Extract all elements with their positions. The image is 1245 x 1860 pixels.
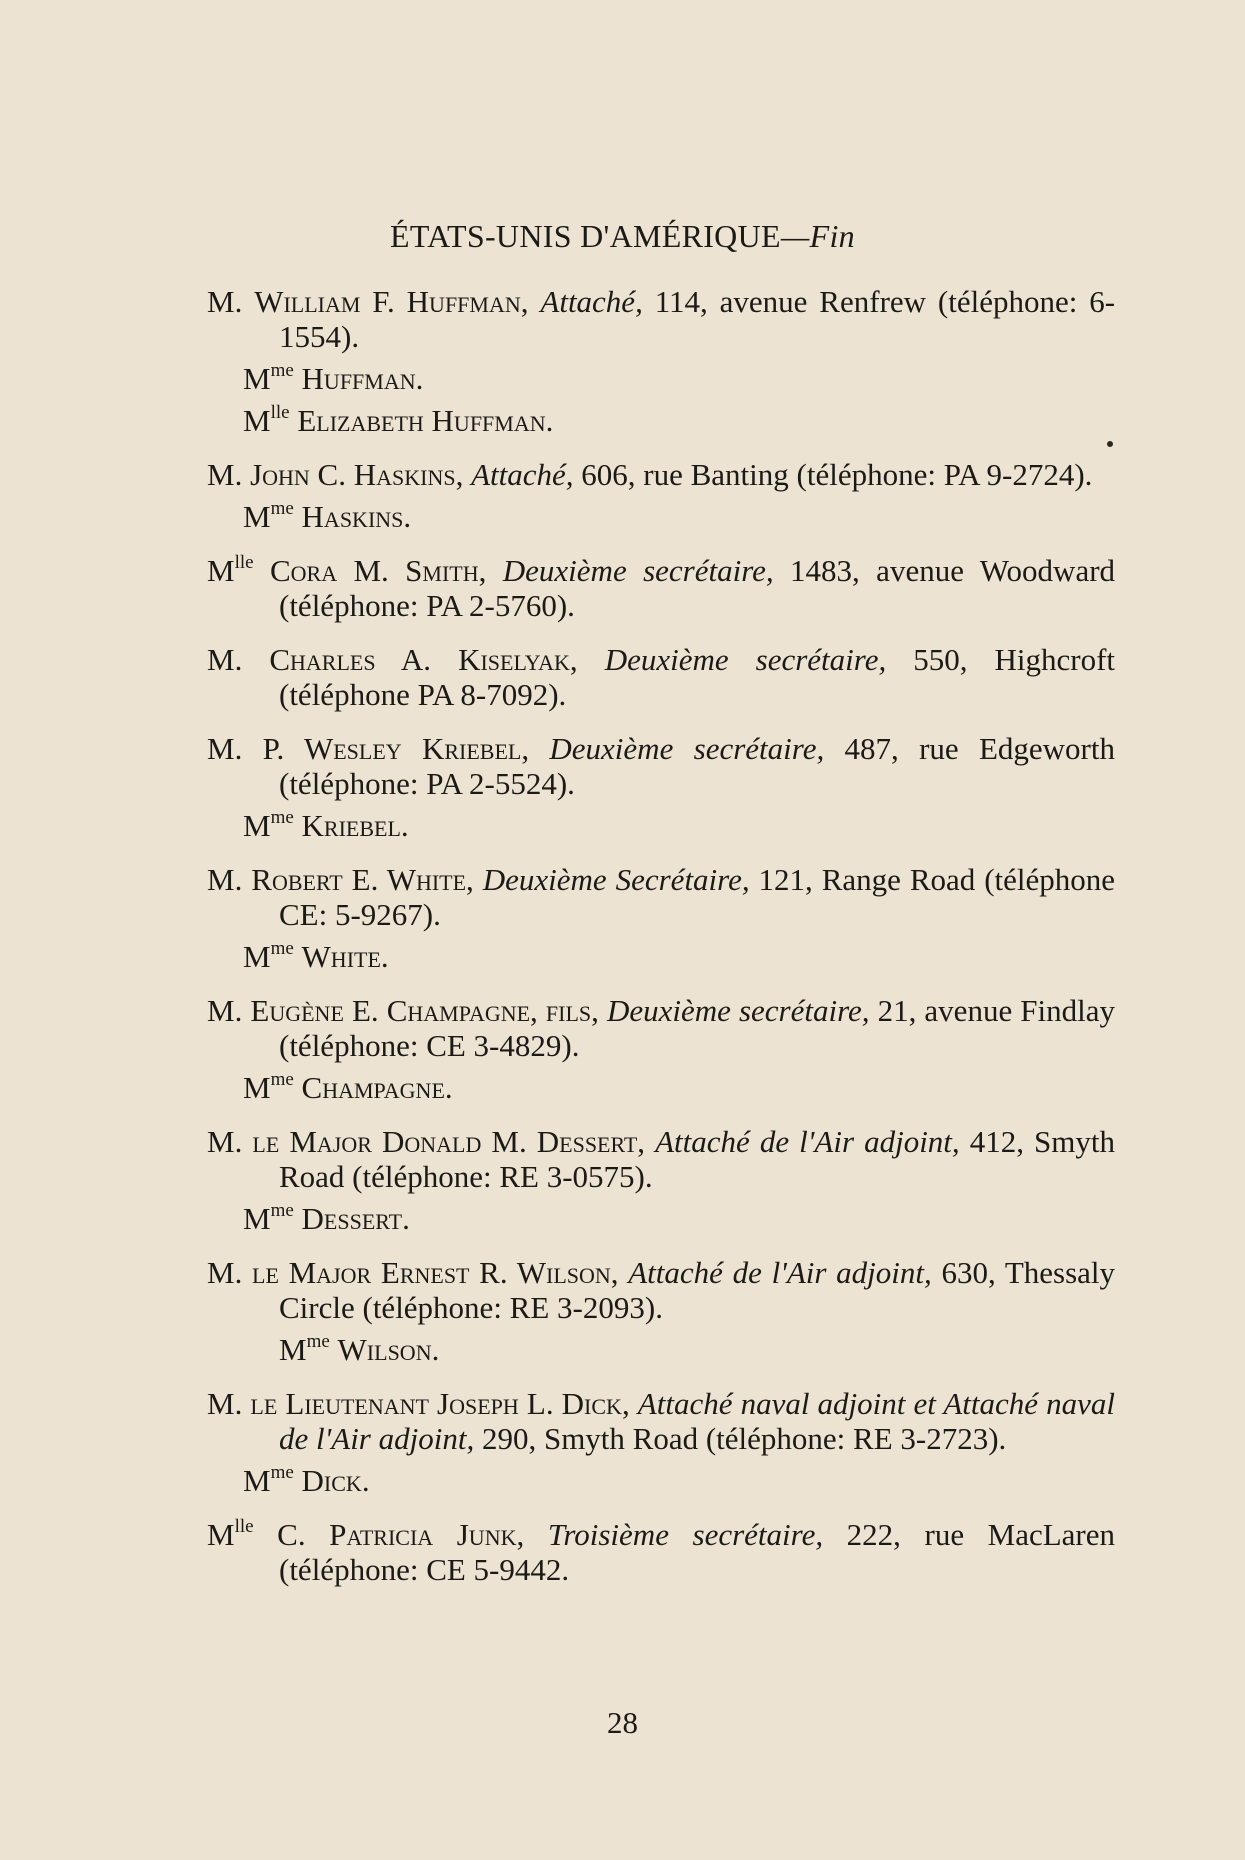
- entry-prefix: M.: [207, 1124, 243, 1159]
- address-phone: 21, avenue Findlay (téléphone: CE 3-4829).: [279, 993, 1115, 1063]
- spouse-title-sup: me: [270, 360, 294, 381]
- spouse-entry: [207, 1463, 1115, 1498]
- diplomatic-title: Deuxième secrétaire,: [606, 993, 870, 1028]
- address-phone: 630, Thessaly Circle (téléphone: RE 3-2093).: [279, 1255, 1116, 1325]
- spouse-title: M: [279, 1332, 307, 1367]
- address-phone: 114, avenue Renfrew (téléphone: 6-1554).: [279, 284, 1116, 354]
- diplomatic-title: Deuxième Secrétaire,: [482, 862, 750, 897]
- spouse-name: White.: [301, 939, 389, 974]
- directory-entry: [207, 1255, 1115, 1325]
- spouse-name: Wilson.: [337, 1332, 440, 1367]
- entry-prefix: M: [207, 553, 235, 588]
- directory-entry: [207, 642, 1115, 712]
- title-suffix: —Fin: [780, 218, 855, 254]
- spouse-title-sup: me: [270, 1462, 294, 1483]
- spouse-entry: [207, 939, 1115, 974]
- address-phone: 550, Highcroft (téléphone PA 8-7092).: [279, 642, 1116, 712]
- spouse-title-sup: me: [270, 938, 294, 959]
- spouse-title-sup: me: [270, 498, 294, 519]
- address-phone: 487, rue Edgeworth (téléphone: PA 2-5524).: [279, 731, 1115, 801]
- spouse-name: Kriebel.: [301, 808, 409, 843]
- diplomatic-title: Attaché de l'Air adjoint,: [628, 1255, 932, 1290]
- person-name: P. Wesley Kriebel,: [262, 731, 530, 766]
- spouse-title: M: [243, 499, 271, 534]
- person-name: Cora M. Smith,: [269, 553, 487, 588]
- spouse-title: M: [243, 808, 271, 843]
- address-phone: 222, rue MacLaren (téléphone: CE 5-9442.: [279, 1517, 1116, 1587]
- person-name: Eugène E. Champagne, fils,: [250, 993, 599, 1028]
- directory-entry: [207, 731, 1115, 801]
- diplomatic-title: Deuxième secrétaire,: [502, 553, 774, 588]
- address-phone: 121, Range Road (téléphone CE: 5-9267).: [279, 862, 1116, 932]
- entry-prefix: M: [207, 1517, 235, 1552]
- directory-entry: [207, 284, 1115, 354]
- address-phone: 412, Smyth Road (téléphone: RE 3-0575).: [279, 1124, 1116, 1194]
- spouse-title-sup: me: [270, 1200, 294, 1221]
- directory-entry: [207, 457, 1115, 492]
- spouse-title-sup: me: [306, 1331, 330, 1352]
- spouse-name: Elizabeth Huffman.: [297, 403, 554, 438]
- person-name: William F. Huffman,: [254, 284, 529, 319]
- spouse-name: Dick.: [301, 1463, 370, 1498]
- directory-entry: [207, 862, 1115, 932]
- diplomatic-title: Attaché de l'Air adjoint,: [655, 1124, 960, 1159]
- spouse-title-sup: me: [270, 807, 294, 828]
- person-name: le Lieutenant Joseph L. Dick,: [250, 1386, 630, 1421]
- directory-entry: [207, 1517, 1115, 1587]
- diplomatic-title: Deuxième secrétaire,: [604, 642, 887, 677]
- diplomatic-title: Attaché,: [540, 284, 643, 319]
- title-text: ÉTATS-UNIS D'AMÉRIQUE: [390, 218, 781, 254]
- entry-prefix: M.: [207, 1386, 243, 1421]
- entry-prefix: M.: [207, 862, 243, 897]
- spouse-entry: [207, 499, 1115, 534]
- diplomatic-title: Attaché,: [471, 457, 574, 492]
- page-number: 28: [607, 1705, 638, 1740]
- spouse-entry: [207, 1201, 1115, 1236]
- diplomatic-title: Troisième secrétaire,: [547, 1517, 824, 1552]
- person-name: Charles A. Kiselyak,: [269, 642, 578, 677]
- entry-prefix-sup: lle: [234, 552, 254, 573]
- directory-entry: [207, 1386, 1115, 1456]
- address-phone: 290, Smyth Road (téléphone: RE 3-2723).: [481, 1421, 1007, 1456]
- spouse-title: M: [243, 1463, 271, 1498]
- page-title: [0, 218, 1245, 255]
- entry-prefix: M.: [207, 1255, 243, 1290]
- directory-entry: [207, 553, 1115, 623]
- diplomatic-title: Deuxième secrétaire,: [549, 731, 825, 766]
- entry-prefix: M.: [207, 731, 243, 766]
- diplomatic-title: Attaché naval adjoint et Attaché naval de l'Air adjoint,: [279, 1386, 1116, 1456]
- entry-prefix: M.: [207, 284, 243, 319]
- spouse-title: M: [243, 1201, 271, 1236]
- spouse-entry: [207, 361, 1115, 396]
- person-name: le Major Ernest R. Wilson,: [252, 1255, 619, 1290]
- person-name: C. Patricia Junk,: [277, 1517, 525, 1552]
- address-phone: 1483, avenue Woodward (téléphone: PA 2-5760).: [279, 553, 1116, 623]
- spouse-name: Huffman.: [301, 361, 424, 396]
- spouse-title: M: [243, 361, 271, 396]
- person-name: John C. Haskins,: [250, 457, 464, 492]
- address-phone: 606, rue Banting (téléphone: PA 9-2724).: [581, 457, 1093, 492]
- spouse-title-sup: lle: [270, 402, 290, 423]
- person-name: Robert E. White,: [251, 862, 474, 897]
- spouse-title: M: [243, 939, 271, 974]
- spouse-entry: [207, 808, 1115, 843]
- directory-entry: [207, 1124, 1115, 1194]
- spouse-name: Dessert.: [301, 1201, 410, 1236]
- spouse-entry: [207, 403, 1115, 438]
- person-name: le Major Donald M. Dessert,: [252, 1124, 646, 1159]
- spouse-title-sup: me: [270, 1069, 294, 1090]
- directory-entry: [207, 993, 1115, 1063]
- diplomat-list: [207, 284, 1115, 1594]
- spouse-entry: [207, 1070, 1115, 1105]
- entry-prefix: M.: [207, 457, 243, 492]
- entry-prefix: M.: [207, 642, 243, 677]
- spouse-title: M: [243, 1070, 271, 1105]
- spouse-name: Champagne.: [301, 1070, 453, 1105]
- entry-prefix: M.: [207, 993, 243, 1028]
- spouse-name: Haskins.: [301, 499, 412, 534]
- spouse-title: M: [243, 403, 271, 438]
- spouse-entry: [207, 1332, 1115, 1367]
- entry-prefix-sup: lle: [234, 1516, 254, 1537]
